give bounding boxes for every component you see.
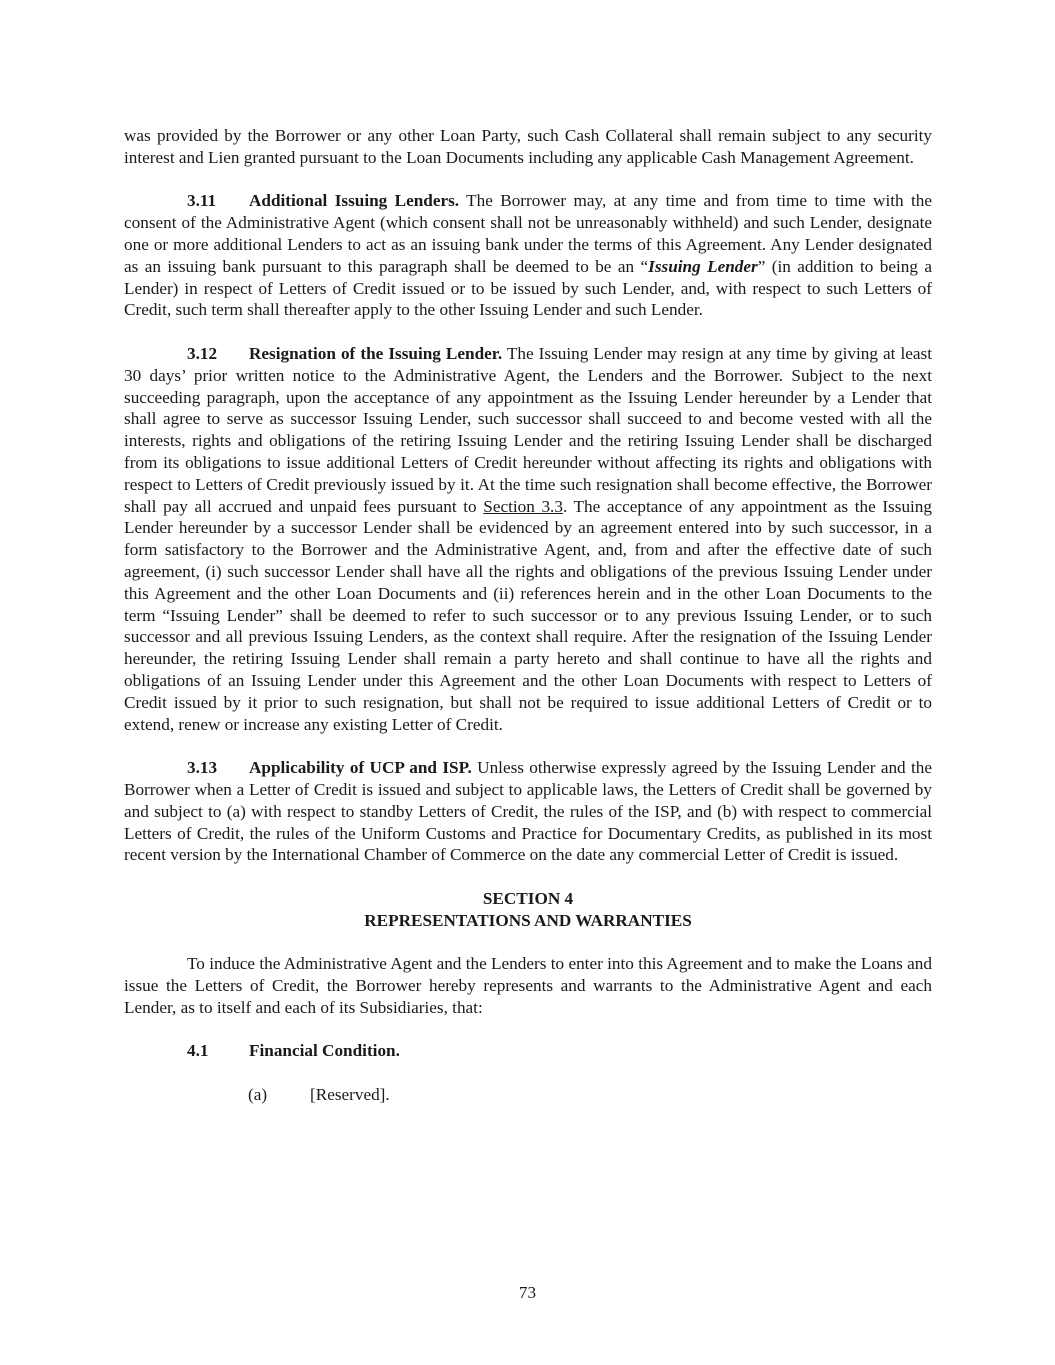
section-4-intro: To induce the Administrative Agent and the Lenders to enter into this Agreement and to make the Loans and issue the Letters of Credit, the Borrower hereby represents and warrants to the Administrative Agent and each Lender, as to itself and each of its Subsidiaries, that: xyxy=(124,954,932,1017)
item-a-label: (a) xyxy=(248,1085,268,1105)
section-3-12-number: 3.12 xyxy=(187,343,218,363)
section-3-11-number: 3.11 xyxy=(187,191,217,211)
section-3-12-text-2: . The acceptance of any appointment as the Issuing Lender hereunder by a successor Lender shall be evidenced by an agreement entered into by such successor, in a form satisfactory to the Borrower and the Administrative Agent, and, from and after the effective date of such agreement, (i) such successor Lender shall have all the rights and obligations of the previous Issuing Lender under this Agreement and the other Loan Documents and (ii) references herein and in the other Loan Documents to the term “Issuing Lender” shall be deemed to refer to such successor or to any previous Issuing Lender, or to such successor and all previous Issuing Lenders, as the context shall require. After the resignation of the Issuing Lender hereunder, the retiring Issuing Lender shall remain a party hereto and shall continue to have all the rights and obligations of an Issuing Lender under this Agreement and the other Loan Documents with respect to Letters of Credit issued by it prior to such resignation, but shall not be required to issue additional Letters of Credit or to extend, renew or increase any existing Letter of Credit. xyxy=(124,496,932,734)
section-3-11 xyxy=(124,190,932,321)
section-3-11-text-1: The Borrower may, at any time and from time to time with the consent of the Administrative Agent (which consent shall not be unreasonably withheld) and such Lender, designate one or more additional Lenders to act as an issuing bank under the terms of this Agreement. Any Lender designated as an issuing bank pursuant to this paragraph shall be deemed to be an “ xyxy=(124,191,932,276)
section-3-3-reference: Section 3.3 xyxy=(483,496,563,516)
section-3-12 xyxy=(124,343,932,735)
section-3-13 xyxy=(124,757,932,866)
document-page xyxy=(124,125,932,1106)
item-a-text: [Reserved]. xyxy=(310,1085,390,1105)
section-3-12-text-1: The Issuing Lender may resign at any time by giving at least 30 days’ prior written notice to the Administrative Agent, the Lenders and the Borrower. Subject to the next succeeding paragraph, upon the acceptance of any appointment as the Issuing Lender hereunder by a Lender that shall agree to serve as successor Issuing Lender, such successor shall succeed to and become vested with all the interests, rights and obligations of the retiring Issuing Lender and the retiring Issuing Lender shall be discharged from its obligations to issue additional Letters of Credit hereunder without affecting its rights and obligations with respect to Letters of Credit previously issued by it. At the time such resignation shall become effective, the Borrower shall pay all accrued and unpaid fees pursuant to xyxy=(124,343,932,516)
section-4-subtitle: REPRESENTATIONS AND WARRANTIES xyxy=(364,910,692,930)
section-4-1 xyxy=(124,1040,932,1062)
section-3-13-number: 3.13 xyxy=(187,758,218,778)
section-4-1-item-a xyxy=(124,1084,932,1106)
section-3-12-heading: Resignation of the Issuing Lender. xyxy=(249,343,503,363)
section-3-11-heading: Additional Issuing Lenders. xyxy=(249,191,460,211)
page-number: 73 xyxy=(518,1283,537,1302)
section-4-1-number: 4.1 xyxy=(187,1041,209,1061)
defined-term-issuing-lender: Issuing Lender xyxy=(648,256,758,276)
section-4-title: SECTION 4 xyxy=(482,888,574,908)
section-3-13-heading: Applicability of UCP and ISP. xyxy=(249,758,472,778)
section-3-13-text: Unless otherwise expressly agreed by the Issuing Lender and the Borrower when a Letter of Credit is issued and subject to applicable laws, the Letters of Credit shall be governed by and subject to (a) with respect to standby Letters of Credit, the rules of the ISP, and (b) with respect to commercial Letters of Credit, the rules of the Uniform Customs and Practice for Documentary Credits, as published in its most recent version by the International Chamber of Commerce on the date any commercial Letter of Credit is issued. xyxy=(124,758,932,865)
intro-paragraph: was provided by the Borrower or any other Loan Party, such Cash Collateral shall remain subject to any security interest and Lien granted pursuant to the Loan Documents including any applicable Cash Management Agreement. xyxy=(124,126,932,167)
section-4-1-heading: Financial Condition. xyxy=(249,1041,400,1061)
section-3-11-text-2: ” (in addition to being a Lender) in respect of Letters of Credit issued or to be issued by such Lender, and, with respect to such Letters of Credit, such term shall thereafter apply to the other Issuing Lender and such Lender. xyxy=(124,256,933,320)
